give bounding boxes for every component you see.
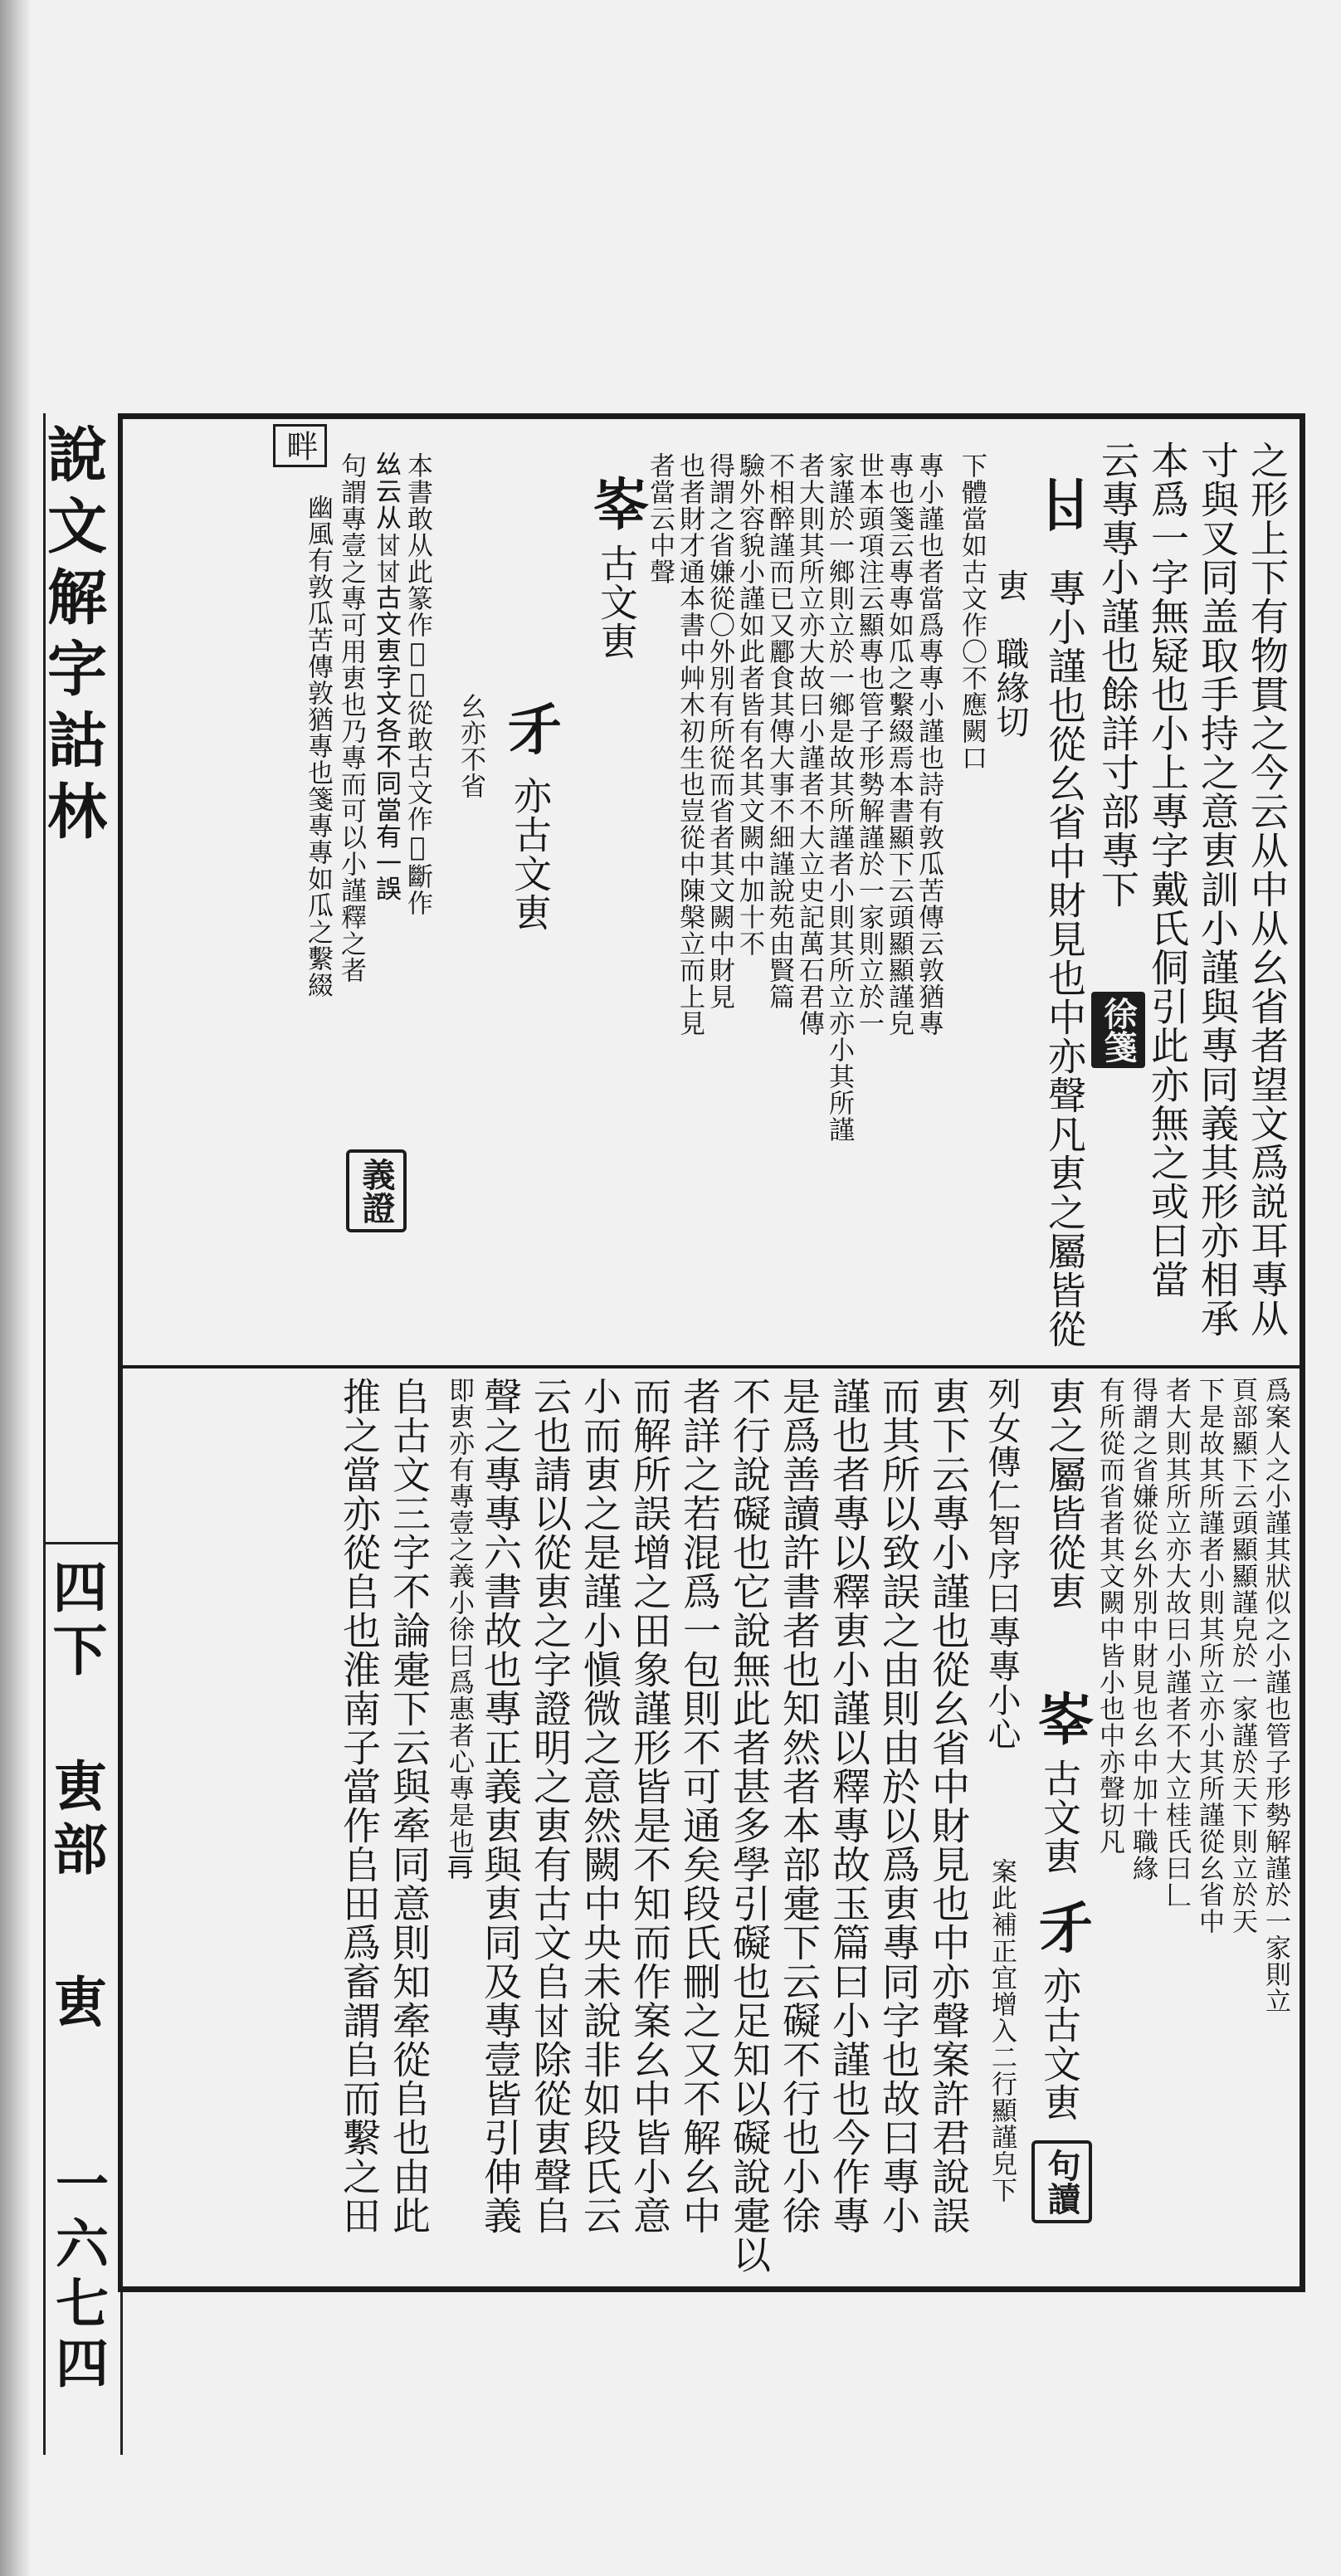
annotation-column: 下體當如古文作〇不應闕口 — [957, 452, 987, 771]
seal-script-glyph: 𡴖 — [1036, 1688, 1094, 1754]
annotation-column: 家謹於一鄉則立於一鄉是故其所謹者小則其所立亦小其所謹 — [824, 452, 854, 1143]
annotation-column: 者大則其所立亦大故曰小謹者不大立桂氏曰𠃊 — [1161, 1377, 1191, 1908]
text-column: 聲之專專六書故也專正義叀與叀同及專壹皆引伸義 — [478, 1377, 523, 2235]
text-column: 本爲一字無疑也小上專字戴氏侗引此亦無之或曰當 — [1145, 441, 1190, 1299]
annotation-column: 專小謹也者當爲專專小謹也詩有敦瓜苦傳云敦猶專 — [914, 452, 944, 1037]
annotation-column: 句謂專壹之專可用叀也乃專而可以小謹釋之者 — [336, 452, 366, 983]
page-number: 一六七四 — [46, 2156, 109, 2395]
top-commentary-section — [121, 419, 1300, 1362]
text-column: 小而叀之是謹小愼微之意然闕中央未說非如段氏云 — [578, 1377, 622, 2235]
volume-label: 四下 — [43, 1559, 108, 1685]
text-column: 亦古文叀 — [508, 776, 553, 932]
annotation-column: 幺亦不省 — [456, 693, 485, 799]
annotation-column: 得謂之省嫌從〇外別有所從而省者其文闕中財見 — [705, 452, 734, 1010]
annotation-column: 專也箋云專專如瓜之繫綴焉本書顯下云頭顯顯謹皃 — [884, 452, 914, 1037]
bottom-commentary-section — [121, 1368, 1300, 2281]
stamp-xujian: 徐箋 — [1091, 992, 1145, 1068]
box-label: 畔 — [273, 424, 327, 467]
annotation-column: 爲案人之小謹其狀似之小謹也管子形勢解謹於一家則立 — [1261, 1377, 1290, 2014]
text-column: 是爲善讀許書者也知然者本部疐下云礙不行也小徐 — [777, 1377, 822, 2235]
text-column: 云也請以從叀之字證明之叀有古文𠂤𠀠除從叀聲𠂤 — [528, 1377, 573, 2235]
text-column: 者詳之若混爲一包則不可通矣段氏刪之又不解幺中 — [677, 1377, 722, 2235]
text-column: 亦古文叀 — [1037, 1966, 1082, 2122]
pronunciation-note: 叀 職緣切 — [991, 568, 1029, 739]
entry-character: 叀 — [43, 1973, 108, 2029]
text-column: 古文叀 — [594, 544, 639, 661]
text-column: 古文叀 — [1037, 1759, 1082, 1876]
seal-script-glyph: 𠁿 — [1036, 473, 1094, 539]
seal-script-glyph: 𠄒 — [1036, 1895, 1094, 1962]
radical-section-label: 叀部 — [43, 1758, 108, 1884]
annotation-column: 不相醉謹而已又酈食其傳大事不細謹說苑由賢篇 — [764, 452, 794, 1010]
annotation-column: 𢆶云从𠀠𠀠古文叀字文各不同當有一誤 — [373, 452, 402, 904]
text-column: 叀下云專小謹也從幺省中財見也中亦聲案許君說誤 — [926, 1377, 971, 2235]
annotation-column: 者當云中聲 — [645, 452, 675, 585]
annotation-column: 得謂之省嫌從幺外別中財見也幺中加十職緣 — [1128, 1377, 1158, 1881]
annotation-column: 驗外容貌小謹如此者皆有名其文闕中加十不 — [734, 452, 764, 957]
annotation-column: 也者財才通本書中艸木初生也豈從中陳槃立而上見 — [675, 452, 705, 1037]
text-column: 專小謹也從幺省中財見也中亦聲凡叀之屬皆從 — [1042, 568, 1087, 1349]
book-title: 說文解字詁林 — [37, 423, 108, 851]
text-column: 𠂤古文三字不論疐下云與牽同意則知牽從𠂤也由此 — [387, 1377, 432, 2235]
text-column: 謹也者專以釋叀小謹以釋專故玉篇曰小謹也今作專 — [827, 1377, 871, 2235]
text-column: 寸與叉同盖取手持之意叀訓小謹與專同義其形亦相承 — [1195, 441, 1240, 1338]
text-column: 推之當亦從𠂤也淮南子當作𠂤田爲畜謂𠂤而繫之田 — [337, 1377, 382, 2235]
annotation-column: 案此補正宜增入二行顯謹皃下 — [987, 1858, 1017, 2203]
seal-script-glyph: 𠄒 — [505, 697, 563, 764]
stamp-judu: 句讀 — [1031, 2140, 1092, 2223]
annotation-column: 本書敢从此篆作𢽍𡴖從敢古文作𢉖斷作 — [402, 452, 432, 916]
text-column: 不行說礙也它說無此者甚多學引礙也足知以礙說疐以 — [727, 1377, 772, 2274]
seal-script-glyph: 𡴖 — [592, 473, 649, 539]
text-frame — [118, 413, 1305, 2292]
annotation-column: 世本頭項注云顯專也管子形勢解謹於一家則立於一 — [854, 452, 884, 1037]
annotation-column: 幽風有敦瓜苦傳敦猶專也箋專專如瓜之繫綴 — [303, 494, 333, 998]
fishtail-mark — [43, 1542, 123, 1544]
text-column: 而其所以致誤之由則由於以爲叀專同字也故曰專小 — [876, 1377, 921, 2235]
stamp-yizheng: 義證 — [346, 1149, 407, 1232]
scan-edge-shadow — [0, 0, 30, 2576]
annotation-column: 頁部顯下云頭顯顯謹皃於一家謹於天下則立於天 — [1227, 1377, 1257, 1934]
annotation-column: 者大則其所立亦大故曰小謹者不大立史記萬石君傳 — [794, 452, 824, 1037]
page-margin-band — [37, 413, 123, 2455]
text-column: 云專專小謹也餘詳寸部專下 — [1095, 441, 1140, 909]
annotation-column: 下是故其所謹者小則其所立亦小其所謹從幺省中 — [1194, 1377, 1224, 1934]
text-column: 列女傳仁智序曰專專小心 — [983, 1377, 1021, 1751]
text-column: 叀之屬皆從叀 — [1042, 1377, 1087, 1611]
text-column: 而解所誤增之田象謹形皆是不知而作案幺中皆小意 — [627, 1377, 672, 2235]
text-column: 之形上下有物貫之今云从中从幺省者望文爲説耳專从 — [1245, 441, 1290, 1338]
annotation-column: 即叀亦有專壹之義小徐曰爲惠者心專是也𠕂 — [444, 1377, 474, 1881]
annotation-column: 有所從而省者其文闕中皆小也中亦聲切凡 — [1095, 1377, 1124, 1855]
